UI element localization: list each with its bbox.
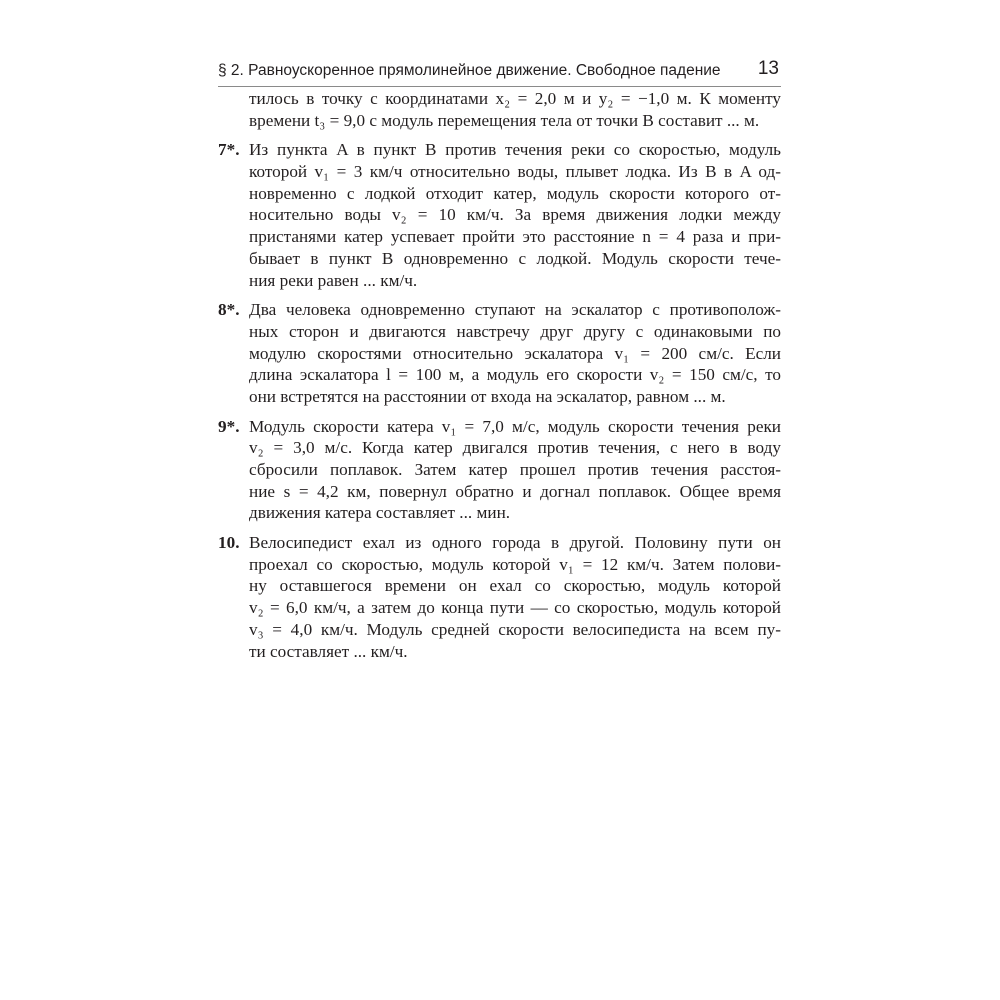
text-line: Модуль скорости катера v₁ = 7,0 м/с, модуль скорости течения реки [249,416,781,436]
text-line: ти составляет ... км/ч. [249,641,408,661]
text-line: новременно с лодкой отходит катер, модуль скорости которого от- [249,183,781,203]
task-10 [218,532,781,662]
running-header [218,58,781,87]
text-line: Велосипедист ехал из одного города в другой. Половину пути он [249,533,781,553]
text-line: времени t₃ = 9,0 с модуль перемещения тела от точки B составит ... м. [249,110,760,130]
task-8 [218,299,781,407]
text-line: они встретятся на расстоянии от входа на эскалатор, равном ... м. [249,386,726,406]
text-line: проехал со скоростью, модуль которой v₁ = 12 км/ч. Затем полови- [249,554,781,574]
section-title: § 2. Равноускоренное прямолинейное движение. Свободное падение [218,62,721,79]
text-line: носительно воды v₂ = 10 км/ч. За время движения лодки между [249,205,781,225]
task-9 [218,416,781,524]
task-7 [218,139,781,291]
text-line: ных сторон и двигаются навстречу друг другу с одинаковыми по [249,321,781,341]
page-body [218,88,781,662]
text-line: v₂ = 6,0 км/ч, а затем до конца пути — со скоростью, модуль которой [249,598,781,618]
text-line: бывает в пункт B одновременно с лодкой. Модуль скорости тече- [249,248,781,268]
text-line: сбросили поплавок. Затем катер прошел против течения расстоя- [249,460,781,479]
task-number: 7*. [218,140,240,160]
continued-task-text [249,88,781,131]
task-number: 8*. [218,300,240,320]
text-line: v₃ = 4,0 км/ч. Модуль средней скорости велосипедиста на всем пу- [249,619,781,639]
text-line: ние s = 4,2 км, повернул обратно и догнал поплавок. Общее время [249,481,781,501]
text-line: Из пункта A в пункт B против течения реки со скоростью, модуль [249,140,781,160]
text-line: ния реки равен ... км/ч. [249,270,418,290]
text-line: модулю скоростями относительно эскалатора v₁ = 200 см/с. Если [249,343,781,363]
page-number: 13 [757,58,779,79]
text-line: тилось в точку с координатами x₂ = 2,0 м и y₂ = −1,0 м. К моменту [249,89,781,108]
text-line: v₂ = 3,0 м/с. Когда катер двигался против течения, с него в воду [249,438,781,458]
text-line: которой v₁ = 3 км/ч относительно воды, плывет лодка. Из B в A од- [249,162,781,182]
text-line: пристанями катер успевает пройти это расстояние n = 4 раза и при- [249,227,781,247]
task-number: 9*. [218,416,240,436]
text-line: ну оставшегося времени он ехал со скоростью, модуль которой [249,576,781,596]
text-line: движения катера составляет ... мин. [249,503,511,523]
text-line: Два человека одновременно ступают на эскалатор с противополож- [249,300,781,320]
task-number: 10. [218,533,240,553]
text-line: длина эскалатора l = 100 м, а модуль его скорости v₂ = 150 см/с, то [249,365,781,385]
